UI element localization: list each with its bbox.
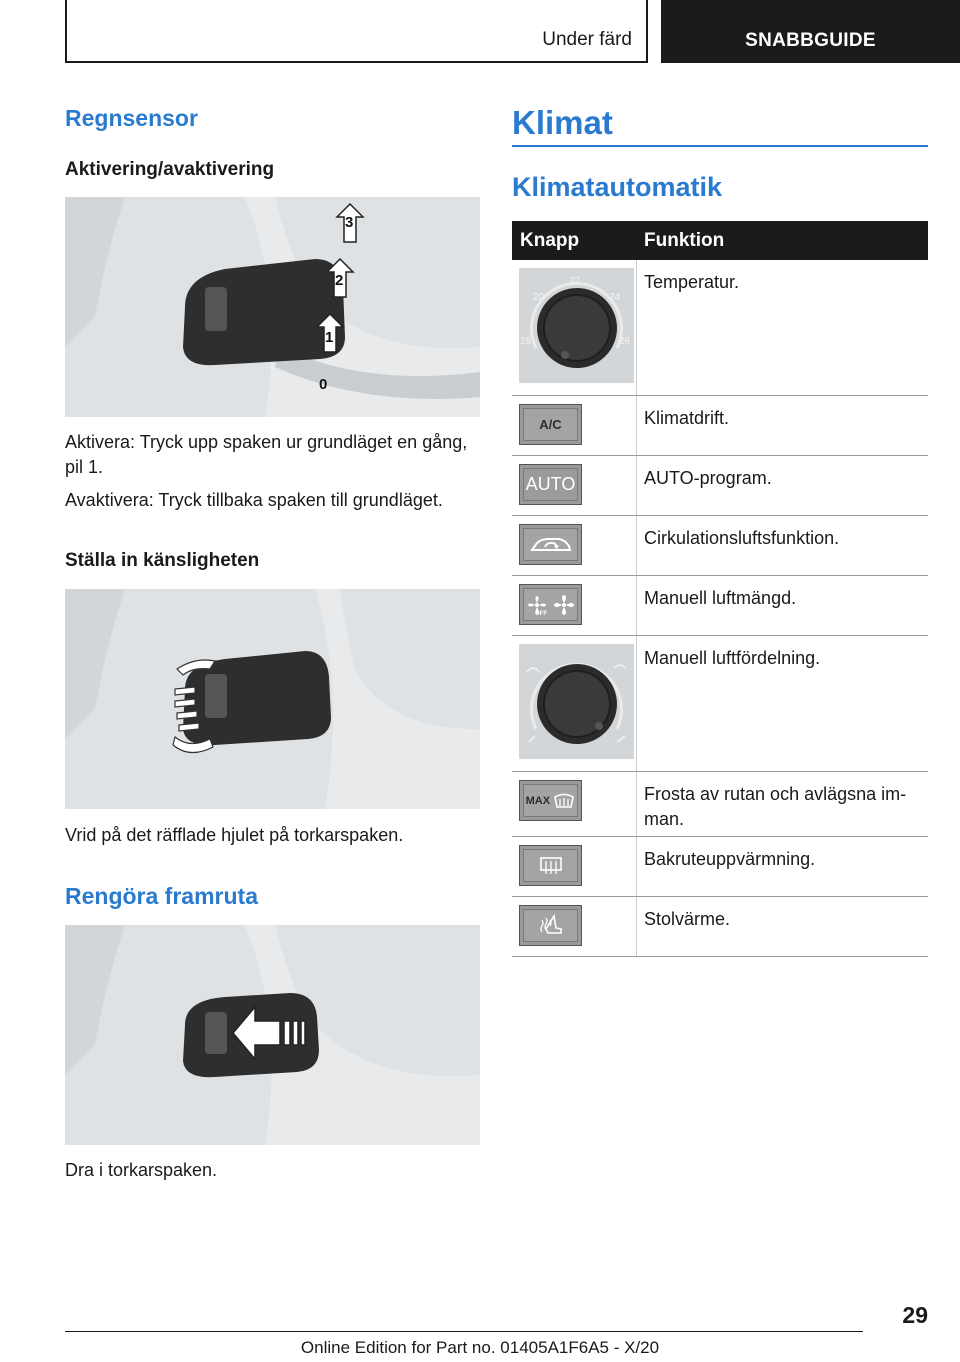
wiper-lever-illustration (65, 197, 480, 417)
ac-button-icon: A/C (519, 404, 582, 445)
climate-controls-table (512, 221, 928, 957)
table-row (512, 396, 928, 456)
subheading-sensitivity: Ställa in känsligheten (65, 550, 260, 571)
table-row (512, 516, 928, 576)
sensitivity-wheel-illustration (65, 589, 480, 809)
activate-text: Aktivera: Tryck upp spaken ur grundläget en gång, pil 1. (65, 432, 468, 477)
table-row (512, 456, 928, 516)
function-max-defrost: Frosta av rutan och avlägsna im-man. (644, 784, 907, 829)
wiper-lever-photo-1 (65, 197, 480, 417)
table-row (512, 837, 928, 897)
recirculation-button-icon (519, 524, 582, 565)
arrow-label-3: 3 (345, 214, 354, 231)
svg-text:OFF: OFF (535, 610, 548, 616)
chapter-tab-label: SNABBGUIDE (745, 30, 876, 51)
table-row (512, 576, 928, 636)
table-row (512, 260, 928, 396)
table-row (512, 772, 928, 837)
function-ac: Klimatdrift. (644, 408, 730, 428)
deactivate-text: Avaktivera: Tryck tillbaka spaken till grundläget. (65, 490, 443, 510)
subheading-activation: Aktivering/avaktivering (65, 159, 275, 180)
svg-text:24: 24 (609, 292, 621, 303)
pull-lever-text: Dra i torkarspaken. (65, 1160, 218, 1180)
function-auto: AUTO-program. (644, 468, 772, 488)
function-recirculation: Cirkulationsluftsfunktion. (644, 528, 840, 548)
section-heading-clean-windscreen: Rengöra framruta (65, 883, 258, 909)
function-fan: Manuell luftmängd. (644, 588, 797, 608)
svg-text:18: 18 (520, 336, 532, 347)
wash-pull-illustration (65, 925, 480, 1145)
rear-defrost-button-icon (519, 845, 582, 886)
section-title: Under färd (542, 29, 632, 50)
svg-text:22: 22 (569, 276, 581, 287)
arrow-label-2: 2 (335, 272, 344, 289)
table-row (512, 636, 928, 772)
air-distribution-knob-icon (519, 644, 634, 759)
column-header-function: Funktion (644, 230, 725, 251)
chapter-tab[interactable] (661, 0, 960, 63)
fan-button-icon (519, 584, 582, 625)
footer-rule (65, 1331, 863, 1332)
svg-text:20: 20 (533, 292, 545, 303)
section-heading-rain-sensor: Regnsensor (65, 105, 198, 131)
function-air-distribution: Manuell luftfördelning. (644, 648, 821, 668)
position-label-0: 0 (319, 376, 328, 393)
function-rear-defrost: Bakruteuppvärmning. (644, 849, 816, 869)
temperature-knob-icon (519, 268, 634, 383)
wiper-lever-photo-2 (65, 589, 480, 809)
column-header-button: Knapp (520, 230, 580, 251)
heading-rule (512, 145, 928, 147)
arrow-label-1: 1 (325, 329, 334, 346)
header-box (65, 0, 648, 63)
function-temperature: Temperatur. (644, 272, 740, 292)
table-header (512, 221, 928, 260)
wiper-lever-photo-3 (65, 925, 480, 1145)
subheading-automatic-climate: Klimatautomatik (512, 172, 723, 202)
seat-heating-button-icon (519, 905, 582, 946)
section-heading-climate: Klimat (512, 104, 613, 141)
footer-edition: Online Edition for Part no. 01405A1F6A5 - X/20 (300, 1338, 660, 1357)
page-number: 29 (902, 1302, 928, 1328)
auto-button-icon: AUTO (519, 464, 582, 505)
max-defrost-button-icon: MAX (519, 780, 582, 821)
table-row (512, 897, 928, 957)
svg-text:26: 26 (619, 336, 631, 347)
sensitivity-text: Vrid på det räfflade hjulet på torkarspaken. (65, 825, 404, 845)
function-seat-heating: Stolvärme. (644, 909, 731, 929)
